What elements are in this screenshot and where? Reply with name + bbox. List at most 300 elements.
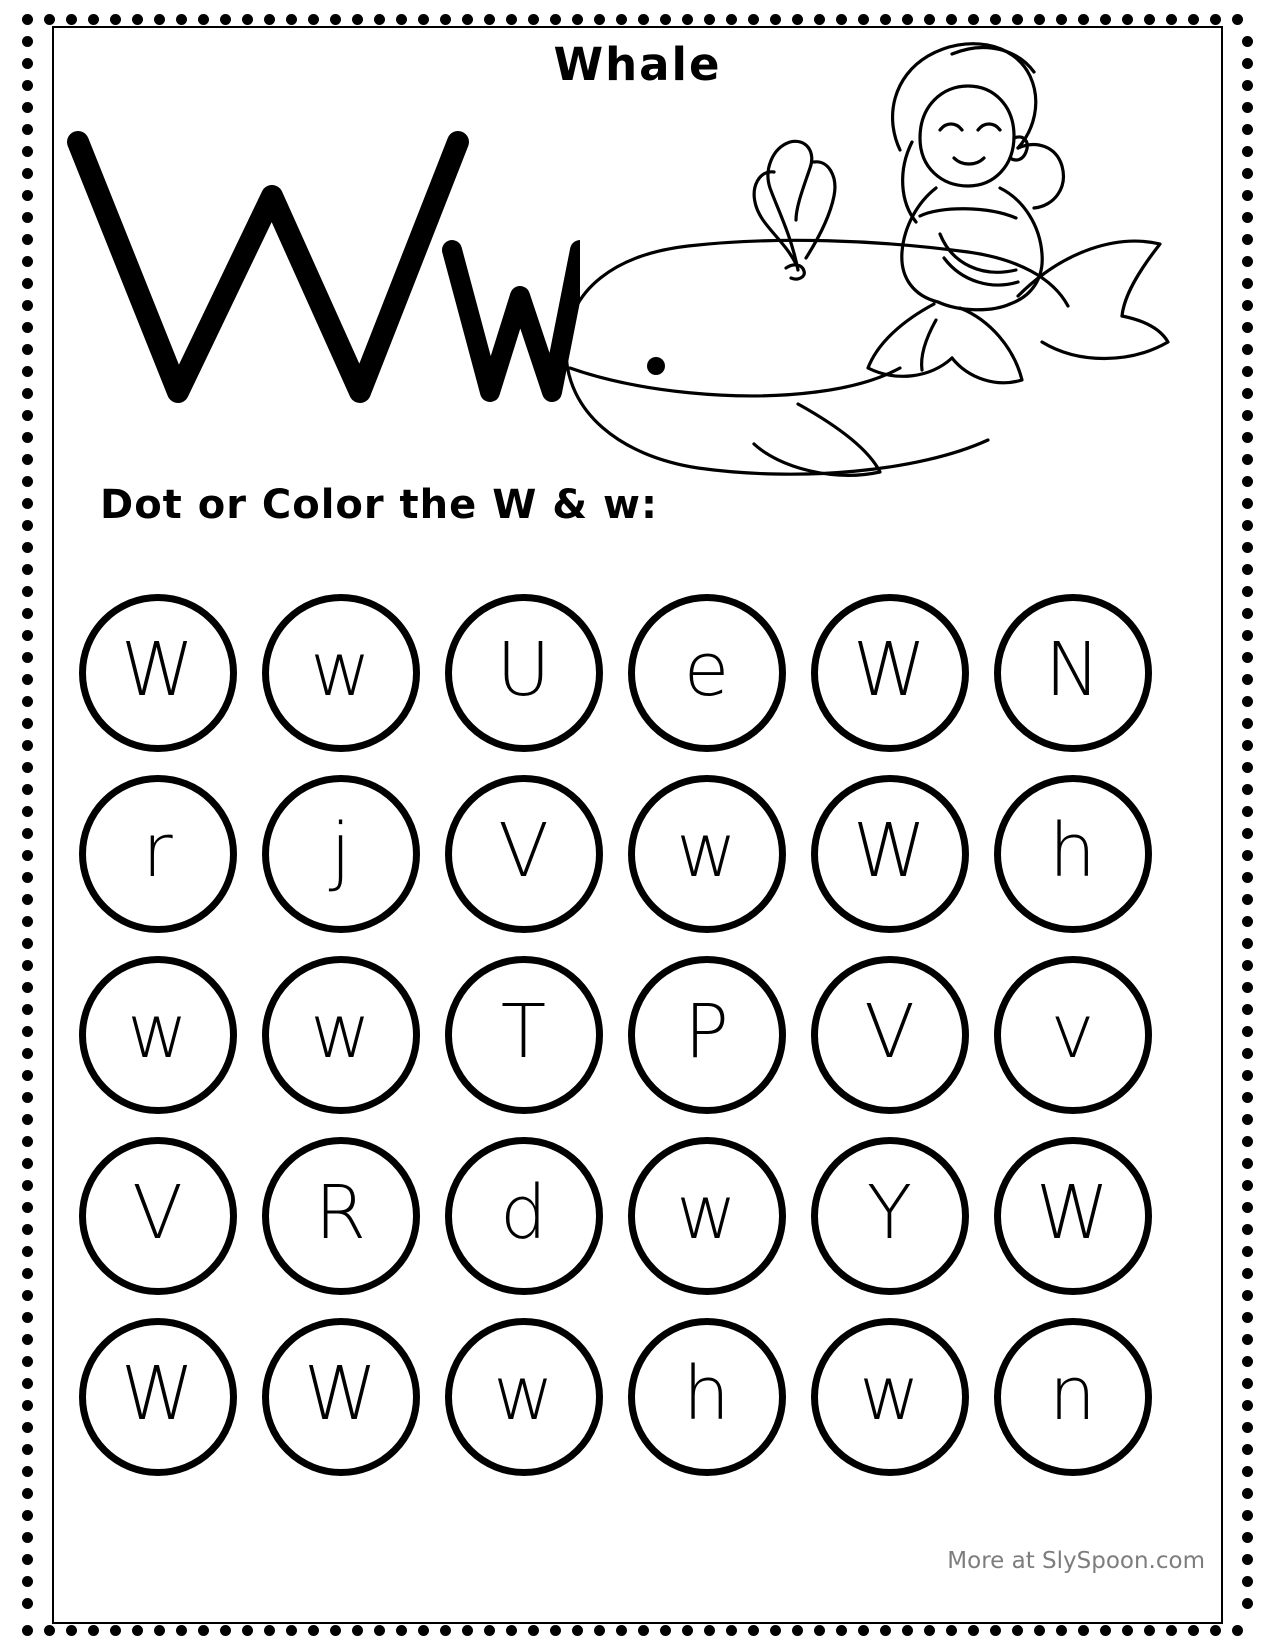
bubble-letter: V [132,1169,183,1256]
border-dot [1242,784,1253,795]
border-dot [1242,740,1253,751]
bubble-letter: w [859,1350,920,1437]
bubble-letter: W [120,1350,195,1437]
letter-bubble[interactable] [445,956,603,1114]
border-dot [1210,14,1221,25]
border-dot [22,740,33,751]
border-dot [1242,410,1253,421]
bubble-letter: w [676,1169,737,1256]
border-dot [1012,1625,1023,1636]
letter-bubble[interactable] [262,775,420,933]
border-dot [22,850,33,861]
letter-bubble-cell [249,763,432,944]
border-dot [176,14,187,25]
border-dot [22,872,33,883]
border-dot [880,1625,891,1636]
border-dot [176,1625,187,1636]
border-dot [1122,1625,1133,1636]
footer-credit: More at SlySpoon.com [947,1548,1205,1574]
border-dot [748,1625,759,1636]
border-dot [836,1625,847,1636]
border-dot [22,1180,33,1191]
letter-bubble[interactable] [79,956,237,1114]
border-dot [154,14,165,25]
border-dot [1056,1625,1067,1636]
border-dot [22,498,33,509]
border-dot [22,1202,33,1213]
border-dot [22,1510,33,1521]
letter-bubble[interactable] [628,775,786,933]
letter-bubble-cell [798,582,981,763]
letter-bubble-cell [615,1306,798,1487]
border-dot [1242,1466,1253,1477]
border-dot [1242,1598,1253,1609]
border-dot [22,960,33,971]
border-dot [1242,1202,1253,1213]
border-dot [1242,1246,1253,1257]
border-dot [1242,1268,1253,1279]
border-dot [22,1268,33,1279]
border-dot [220,1625,231,1636]
border-dot [1242,256,1253,267]
letter-bubble[interactable] [445,1318,603,1476]
border-dot [22,630,33,641]
bubble-letter: w [676,807,737,894]
letter-bubble[interactable] [79,1318,237,1476]
border-dot [22,1598,33,1609]
border-dot [22,1334,33,1345]
letter-bubble[interactable] [994,1137,1152,1295]
border-dot [352,1625,363,1636]
border-dot [594,1625,605,1636]
border-dot [1242,630,1253,641]
border-dot [22,168,33,179]
border-dot [1242,234,1253,245]
border-dot [264,1625,275,1636]
letter-bubble[interactable] [994,594,1152,752]
border-dot [1242,806,1253,817]
border-dot [264,14,275,25]
border-dot [1242,102,1253,113]
letter-bubble-cell [66,582,249,763]
border-dot [1242,608,1253,619]
border-dot [22,1026,33,1037]
letter-bubble[interactable] [79,775,237,933]
bubble-letter: W [120,626,195,713]
border-dot [352,14,363,25]
bubble-letter: w [493,1350,554,1437]
instruction-text: Dot or Color the W & w: [100,482,658,528]
letter-bubble-cell [432,763,615,944]
letter-bubble[interactable] [79,1137,237,1295]
border-dot [22,234,33,245]
border-dot [22,608,33,619]
border-dot [66,1625,77,1636]
bubble-letter: w [310,988,371,1075]
border-dot [154,1625,165,1636]
border-dot [1242,1510,1253,1521]
border-dot [660,1625,671,1636]
border-dot [484,14,495,25]
border-dot [572,1625,583,1636]
border-dot [22,14,33,25]
bubble-letter: n [1049,1350,1096,1437]
border-dot [1242,564,1253,575]
border-dot [22,718,33,729]
bubble-letter: W [852,626,927,713]
border-dot [1242,498,1253,509]
letter-bubble-cell [66,944,249,1125]
border-dot [22,938,33,949]
border-dot [440,14,451,25]
letter-bubble-cell [798,763,981,944]
letter-bubble-cell [66,763,249,944]
border-dot [132,14,143,25]
border-dot [1242,674,1253,685]
letter-bubble-cell [981,944,1164,1125]
border-dot [22,586,33,597]
letter-bubble-cell [432,582,615,763]
border-dot [22,762,33,773]
border-dot [1242,652,1253,663]
border-dot [22,300,33,311]
border-dot [22,806,33,817]
border-dot [22,212,33,223]
border-dot [22,388,33,399]
border-dot [968,1625,979,1636]
border-dot [616,1625,627,1636]
bubble-letter: v [1050,988,1095,1075]
letter-bubble-cell [615,582,798,763]
bubble-letter: d [500,1169,547,1256]
border-dot [1242,388,1253,399]
border-dot [22,256,33,267]
letter-bubble-cell [432,944,615,1125]
border-dot [1242,432,1253,443]
border-dot [1242,718,1253,729]
border-dot [770,1625,781,1636]
border-dot [528,1625,539,1636]
bubble-letter: r [142,807,173,894]
border-dot [1232,14,1243,25]
border-dot [1242,960,1253,971]
letter-bubble-cell [249,944,432,1125]
border-dot [1242,938,1253,949]
bubble-letter: e [683,626,730,713]
border-dot [506,1625,517,1636]
letter-bubble-cell [66,1125,249,1306]
border-dot [1242,1356,1253,1367]
border-dot [1242,1070,1253,1081]
border-dot [22,1136,33,1147]
border-dot [1242,1290,1253,1301]
border-dot [22,1312,33,1323]
letter-bubble[interactable] [811,956,969,1114]
letter-bubble-cell [615,1125,798,1306]
border-dot [1242,1048,1253,1059]
border-dot [1242,168,1253,179]
border-dot [44,1625,55,1636]
border-dot [1242,1576,1253,1587]
border-dot [1242,1444,1253,1455]
bubble-letter: V [498,807,549,894]
letter-bubble-cell [249,582,432,763]
border-dot [1144,1625,1155,1636]
border-dot [22,1422,33,1433]
border-dot [242,1625,253,1636]
border-dot [22,520,33,531]
border-dot [22,366,33,377]
border-dot [22,1290,33,1301]
letter-bubble-cell [798,1125,981,1306]
letter-bubble-cell [249,1306,432,1487]
letter-bubble[interactable] [994,775,1152,933]
border-dot [1242,1092,1253,1103]
border-dot [22,1466,33,1477]
letter-bubble[interactable] [262,594,420,752]
bubble-letter: w [310,626,371,713]
bubble-letter: R [314,1169,367,1256]
bubble-letter: U [496,626,551,713]
border-dot [1242,982,1253,993]
border-dot [22,1400,33,1411]
border-dot [22,652,33,663]
letter-bubble-cell [798,944,981,1125]
border-dot [1242,850,1253,861]
border-dot [198,14,209,25]
border-dot [1242,762,1253,773]
letter-bubble[interactable] [445,1137,603,1295]
border-dot [1242,542,1253,553]
border-dot [1242,124,1253,135]
border-dot [110,14,121,25]
letter-bubble-cell [615,763,798,944]
border-dot [1242,300,1253,311]
letter-bubble[interactable] [628,956,786,1114]
letter-bubble[interactable] [628,594,786,752]
border-dot [110,1625,121,1636]
border-dot [22,1224,33,1235]
border-dot [638,1625,649,1636]
border-dot [22,1554,33,1565]
bubble-letter: V [864,988,915,1075]
letter-bubble-cell [981,1306,1164,1487]
letter-bubble-cell [66,1306,249,1487]
letter-bubble-cell [981,582,1164,763]
letter-bubble[interactable] [994,956,1152,1114]
border-dot [1188,1625,1199,1636]
border-dot [1242,586,1253,597]
letter-bubble-cell [798,1306,981,1487]
border-dot [1242,190,1253,201]
border-dot [1242,696,1253,707]
bubble-letter: Y [866,1169,913,1256]
border-dot [484,1625,495,1636]
border-dot [1210,1625,1221,1636]
letter-bubble[interactable] [445,594,603,752]
bubble-letter: N [1044,626,1101,713]
letter-bubble-cell [981,1125,1164,1306]
border-dot [528,14,539,25]
border-dot [726,1625,737,1636]
border-dot [1242,1532,1253,1543]
border-dot [22,1488,33,1499]
border-dot [22,1092,33,1103]
border-dot [396,14,407,25]
border-dot [440,1625,451,1636]
letter-bubble[interactable] [628,1137,786,1295]
border-dot [242,14,253,25]
border-dot [330,14,341,25]
border-dot [1242,872,1253,883]
border-dot [88,14,99,25]
border-dot [22,1004,33,1015]
border-dot [22,916,33,927]
border-dot [22,1625,33,1636]
border-dot [462,14,473,25]
letter-bubble[interactable] [811,1137,969,1295]
border-dot [1242,1158,1253,1169]
border-dot [1242,454,1253,465]
whale-with-mermaid-illustration [548,20,1208,510]
letter-bubble[interactable] [628,1318,786,1476]
border-dot [1166,1625,1177,1636]
border-dot [1232,1625,1243,1636]
border-dot [792,1625,803,1636]
border-dot [22,894,33,905]
border-dot [22,1532,33,1543]
border-dot [308,1625,319,1636]
border-dot [550,1625,561,1636]
border-dot [22,1246,33,1257]
border-dot [374,14,385,25]
border-dot [22,278,33,289]
border-dot [22,1356,33,1367]
letter-bubble[interactable] [262,1318,420,1476]
border-dot [22,190,33,201]
border-dot [1242,476,1253,487]
border-dot [1242,1422,1253,1433]
letter-bubble[interactable] [994,1318,1152,1476]
border-dot [22,828,33,839]
letter-bubble[interactable] [811,775,969,933]
border-dot [814,1625,825,1636]
border-dot [22,124,33,135]
letter-bubble-cell [432,1306,615,1487]
border-dot [22,674,33,685]
border-dot [66,14,77,25]
border-dot [22,542,33,553]
border-dot [22,1114,33,1125]
border-dot [1242,828,1253,839]
border-dot [22,1048,33,1059]
border-dot [418,1625,429,1636]
bubble-letter: W [303,1350,378,1437]
border-dot [1078,1625,1089,1636]
letter-bubble-cell [249,1125,432,1306]
border-dot [22,1378,33,1389]
bubble-letter: T [500,988,547,1075]
border-dot [286,14,297,25]
letter-bubble[interactable] [262,956,420,1114]
border-dot [1242,1554,1253,1565]
border-dot [682,1625,693,1636]
border-dot [1242,146,1253,157]
border-dot [198,1625,209,1636]
letter-bubble-cell [615,944,798,1125]
border-dot [22,1070,33,1081]
border-dot [22,344,33,355]
border-dot [374,1625,385,1636]
border-dot [1242,278,1253,289]
border-dot [132,1625,143,1636]
border-dot [990,1625,1001,1636]
border-dot [1242,322,1253,333]
page-title: Whale [553,38,722,91]
border-dot [22,410,33,421]
letter-bubble[interactable] [811,1318,969,1476]
border-dot [22,696,33,707]
border-dot [858,1625,869,1636]
border-dot [1242,1488,1253,1499]
border-dot [1242,1312,1253,1323]
border-dot [1242,1180,1253,1191]
letter-bubble[interactable] [79,594,237,752]
border-dot [1242,1378,1253,1389]
letter-bubble[interactable] [811,594,969,752]
letter-bubble-cell [981,763,1164,944]
border-dot [1242,1400,1253,1411]
border-dot [1242,1114,1253,1125]
border-dot [220,14,231,25]
border-dot [22,564,33,575]
border-dot [946,1625,957,1636]
border-dot [22,146,33,157]
border-dot [88,1625,99,1636]
border-dot [1242,520,1253,531]
border-dot [1242,1004,1253,1015]
border-dot [1242,1136,1253,1147]
border-dot [22,1158,33,1169]
border-dot [1242,1224,1253,1235]
border-dot [1034,1625,1045,1636]
border-dot [1242,366,1253,377]
letter-bubble-grid [66,582,1166,1487]
letter-bubble[interactable] [445,775,603,933]
border-dot [1242,344,1253,355]
border-dot [704,1625,715,1636]
border-dot [22,102,33,113]
border-dot [396,1625,407,1636]
letter-bubble[interactable] [262,1137,420,1295]
border-dot [286,1625,297,1636]
border-dot [1242,894,1253,905]
bubble-letter: W [1035,1169,1110,1256]
border-dot [22,982,33,993]
border-dot [1242,212,1253,223]
big-letter-tracing-Ww [60,100,580,430]
border-dot [902,1625,913,1636]
border-dot [22,1444,33,1455]
border-dot [418,14,429,25]
bubble-letter: P [684,988,729,1075]
border-dot [330,1625,341,1636]
border-dot [22,322,33,333]
bubble-letter: w [127,988,188,1075]
letter-bubble-cell [432,1125,615,1306]
border-dot [506,14,517,25]
border-dot [44,14,55,25]
